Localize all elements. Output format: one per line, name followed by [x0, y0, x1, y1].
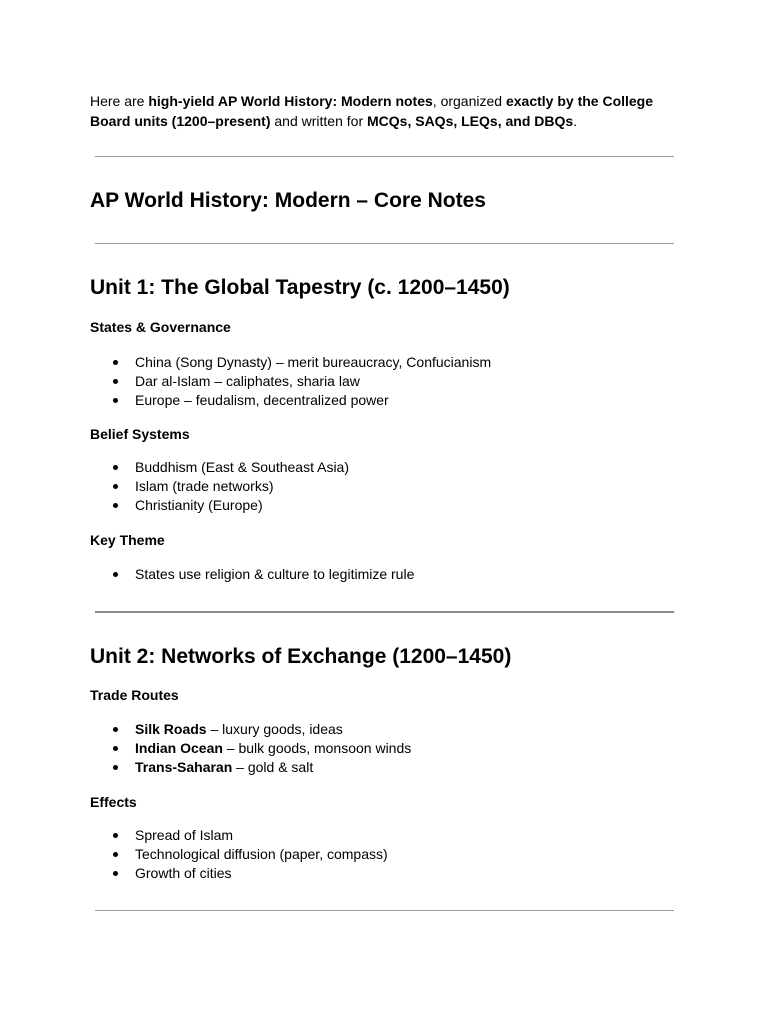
effects-list	[90, 826, 388, 883]
bullet-icon	[113, 572, 118, 577]
divider	[95, 910, 674, 911]
states-governance-heading: States & Governance	[90, 319, 231, 335]
intro-text: and written for	[270, 113, 367, 129]
list-item: Trans-Saharan – gold & salt	[90, 758, 411, 777]
list-item: Spread of Islam	[90, 826, 388, 845]
bullet-icon	[113, 465, 118, 470]
bullet-icon	[113, 727, 118, 732]
intro-text: Here are	[90, 93, 149, 109]
intro-bold: MCQs, SAQs, LEQs, and DBQs	[367, 113, 574, 129]
list-item: Growth of cities	[90, 864, 388, 883]
list-item: Europe – feudalism, decentralized power	[90, 391, 491, 410]
trade-routes-list	[90, 720, 411, 777]
bullet-icon	[113, 852, 118, 857]
bullet-icon	[113, 360, 118, 365]
list-item: Silk Roads – luxury goods, ideas	[90, 720, 411, 739]
effects-heading: Effects	[90, 794, 137, 810]
intro-text: .	[573, 113, 578, 129]
bullet-icon	[113, 503, 118, 508]
intro-paragraph	[90, 91, 680, 131]
bullet-icon	[113, 765, 118, 770]
page-title: AP World History: Modern – Core Notes	[90, 189, 486, 212]
intro-bold: high-yield AP World History: Modern notes	[148, 93, 433, 109]
list-item: Christianity (Europe)	[90, 496, 349, 515]
trade-routes-heading: Trade Routes	[90, 687, 179, 703]
bullet-icon	[113, 484, 118, 489]
list-item: States use religion & culture to legitimize rule	[90, 565, 414, 584]
unit-1-heading: Unit 1: The Global Tapestry (c. 1200–1450)	[90, 276, 510, 299]
intro-bold: exactly by the College Board units (1200–present)	[90, 93, 654, 129]
divider	[95, 611, 674, 613]
bullet-icon	[113, 871, 118, 876]
divider	[95, 156, 674, 157]
list-item: Buddhism (East & Southeast Asia)	[90, 458, 349, 477]
list-item: Indian Ocean – bulk goods, monsoon winds	[90, 739, 411, 758]
list-item: China (Song Dynasty) – merit bureaucracy, Confucianism	[90, 353, 491, 372]
belief-systems-list	[90, 458, 349, 515]
intro-text: , organized	[432, 93, 506, 109]
bullet-icon	[113, 833, 118, 838]
states-governance-list	[90, 353, 491, 410]
key-theme-list	[90, 565, 414, 584]
list-item: Islam (trade networks)	[90, 477, 349, 496]
bullet-icon	[113, 746, 118, 751]
divider	[95, 243, 674, 244]
key-theme-heading: Key Theme	[90, 532, 165, 548]
bullet-icon	[113, 398, 118, 403]
belief-systems-heading: Belief Systems	[90, 426, 190, 442]
list-item: Technological diffusion (paper, compass)	[90, 845, 388, 864]
bullet-icon	[113, 379, 118, 384]
list-item: Dar al-Islam – caliphates, sharia law	[90, 372, 491, 391]
unit-2-heading: Unit 2: Networks of Exchange (1200–1450)	[90, 645, 512, 668]
